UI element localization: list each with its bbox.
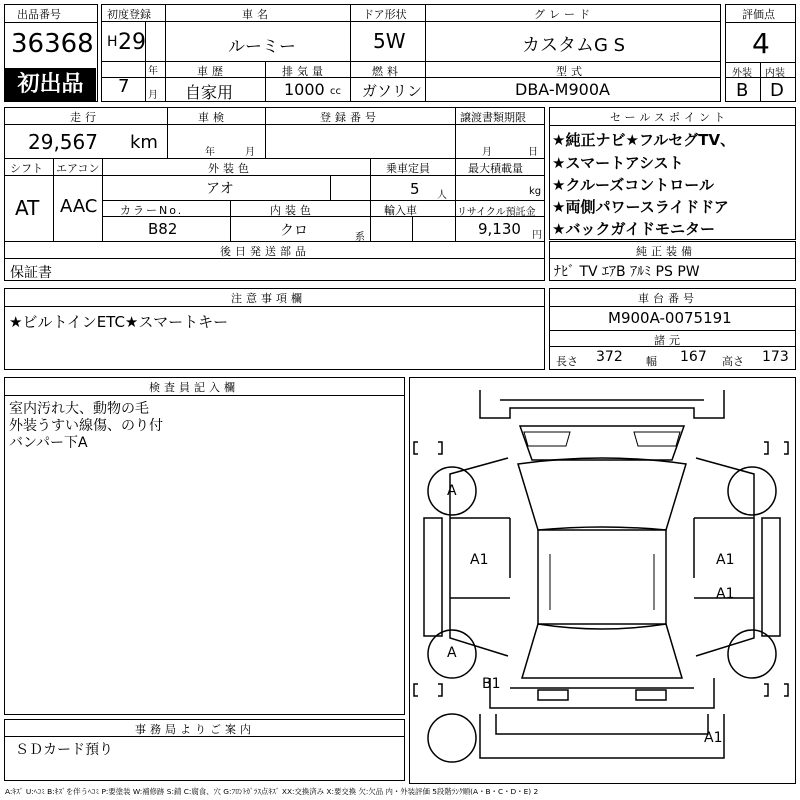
exterior-color-label: 外装色 [208, 162, 253, 175]
max-load-label: 最大積載量 [468, 162, 523, 175]
car-name-label: 車名 [242, 8, 272, 21]
notes-label: 注意事項欄 [231, 292, 306, 305]
sales-point-2: ★スマートアシスト [552, 154, 684, 172]
mileage-label: 走行 [70, 111, 100, 124]
sales-point-3: ★クルーズコントロール [552, 176, 714, 194]
score-box [725, 4, 796, 102]
inspector-label: 検査員記入欄 [149, 381, 239, 394]
inspection-label: 車検 [198, 111, 228, 124]
plate-label: 登録番号 [320, 111, 380, 124]
aircon-label: エアコン [56, 162, 100, 175]
mileage-unit: km [130, 132, 158, 153]
damage-mark: A1 [470, 552, 489, 568]
recycle-value: 9,130 [478, 220, 521, 238]
recycle-label: リサイクル預託金 [457, 207, 536, 218]
capacity-unit: 人 [437, 190, 447, 201]
interior-color-value: クロ [280, 223, 308, 239]
reg-month: 7 [118, 76, 130, 97]
door-label: ドア形状 [363, 8, 407, 21]
length-label: 長さ [556, 355, 578, 368]
displacement-unit: cc [330, 86, 341, 97]
grade-label: グレード [534, 8, 594, 21]
color-no-value: B82 [148, 220, 178, 238]
inspector-line-1: 室内汚れ大、動物の毛 [9, 401, 149, 417]
recycle-unit: 円 [532, 230, 542, 241]
chassis-box [549, 288, 796, 370]
ext-label: 外装 [732, 68, 752, 79]
shift-label: シフト [10, 162, 43, 175]
history-label: 車歴 [197, 65, 227, 78]
legend-text: A:ｷｽﾞ U:ﾍｺﾐ B:ｷｽﾞを伴うﾍｺﾐ P:要塗装 W:補修跡 S:錆 C:腐食、穴 G:ﾌﾛﾝﾄｶﾞﾗｽ点ｷｽﾞ XX:交換済み X:要交換 欠:欠品 内・外装評価 5段階ﾗﾝｸ順(A・B・C・D・E) 2 [5, 787, 539, 796]
shift-value: AT [15, 196, 40, 220]
transfer-day-unit: 日 [528, 147, 538, 158]
car-name-value: ルーミー [228, 37, 296, 57]
capacity-value: 5 [410, 180, 420, 198]
transfer-label: 譲渡書類期限 [460, 111, 526, 124]
damage-diagram [409, 377, 796, 784]
displacement-value: 1000 [284, 80, 325, 99]
equipment-label: 純正装備 [636, 245, 696, 258]
history-value: 自家用 [185, 83, 234, 102]
damage-mark: B1 [482, 676, 501, 692]
capacity-label: 乗車定員 [386, 162, 430, 175]
lot-number: 36368 [11, 29, 94, 59]
int-label: 内装 [765, 68, 785, 79]
ext-score: B [736, 80, 749, 101]
sales-points-label: セールスポイント [610, 111, 730, 124]
door-value: 5W [373, 29, 406, 53]
exterior-color-value: アオ [206, 181, 234, 197]
office-label: 事務局よりご案内 [135, 723, 255, 736]
reg-year: 29 [118, 30, 146, 55]
chassis-value: M900A-0075191 [608, 309, 732, 327]
equipment-value: ﾅﾋﾞ TV ｴｱB ｱﾙﾐ PS PW [554, 264, 700, 280]
model-label: 型式 [556, 65, 586, 78]
score-label: 評価点 [742, 8, 775, 21]
damage-mark: A1 [716, 586, 735, 602]
lot-box [4, 4, 98, 102]
car-outline-diagram [410, 378, 794, 782]
office-value: ＳＤカード預り [15, 742, 113, 758]
later-parts-label: 後日発送部品 [220, 245, 310, 258]
interior-color-label: 内装色 [270, 204, 315, 217]
max-load-unit: kg [529, 186, 542, 197]
reg-era: H [107, 34, 118, 50]
length-value: 372 [596, 349, 623, 365]
inspection-month-unit: 月 [245, 147, 255, 158]
height-label: 高さ [722, 355, 744, 368]
dims-label: 諸元 [654, 334, 684, 347]
lot-label: 出品番号 [17, 8, 61, 21]
first-listing-badge: 初出品 [5, 68, 96, 101]
width-value: 167 [680, 349, 707, 365]
equipment-box [549, 241, 796, 281]
fuel-value: ガソリン [362, 82, 423, 100]
sales-point-4: ★両側パワースライドドア [552, 198, 729, 216]
inspector-box [4, 377, 405, 715]
damage-mark: A1 [704, 730, 723, 746]
fuel-label: 燃料 [372, 65, 402, 78]
reg-label: 初度登録 [107, 8, 151, 21]
int-score: D [770, 80, 784, 101]
reg-year-unit: 年 [148, 66, 158, 77]
score-value: 4 [752, 27, 770, 60]
model-value: DBA-M900A [515, 80, 610, 99]
aircon-value: AAC [60, 196, 98, 217]
notes-box [4, 288, 545, 370]
transfer-month-unit: 月 [482, 147, 492, 158]
damage-mark: A [447, 483, 457, 499]
inspector-line-2: 外装うすい線傷、のり付 [9, 418, 163, 434]
displacement-label: 排気量 [282, 65, 327, 78]
width-label: 幅 [646, 355, 657, 368]
height-value: 173 [762, 349, 789, 365]
import-label: 輸入車 [384, 204, 417, 217]
sales-point-5: ★バックガイドモニター [552, 220, 715, 238]
damage-mark: A [447, 645, 457, 661]
grade-value: カスタムG S [522, 35, 626, 56]
inspection-year-unit: 年 [205, 147, 215, 158]
damage-mark: A1 [716, 552, 735, 568]
inspector-line-3: バンパー下A [9, 435, 88, 451]
notes-value: ★ビルトインETC★スマートキー [9, 313, 229, 331]
sales-point-1: ★純正ナビ★フルセグTV、 [552, 131, 736, 149]
chassis-label: 車台番号 [638, 292, 698, 305]
reg-month-unit: 月 [148, 90, 158, 101]
office-box [4, 719, 405, 781]
sales-points-box [549, 107, 796, 240]
mileage-value: 29,567 [28, 130, 98, 154]
interior-color-unit: 系 [355, 232, 365, 243]
color-no-label: カラーNo. [120, 204, 184, 217]
later-parts-value: 保証書 [10, 265, 52, 281]
